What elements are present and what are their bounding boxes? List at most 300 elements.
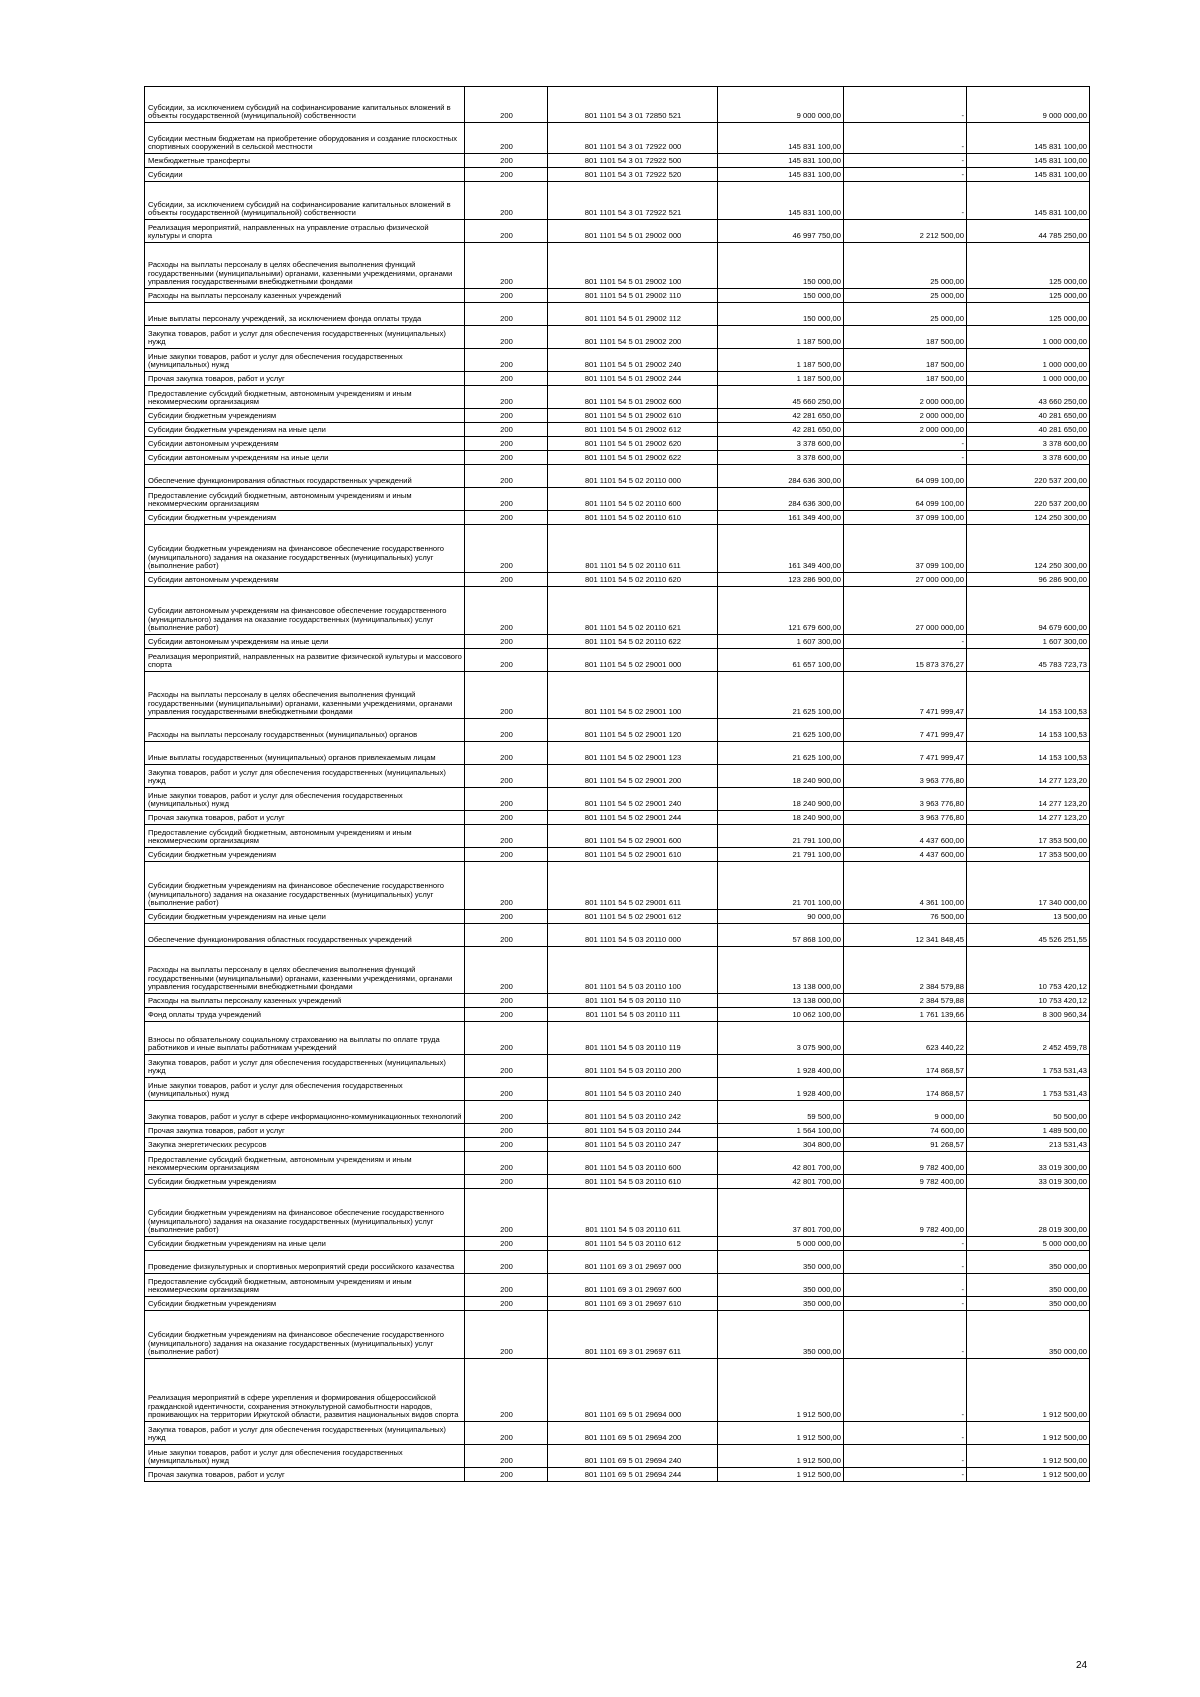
table-row xyxy=(145,372,1090,386)
row-name: Субсидии бюджетным учреждениям на финансовое обеспечение государственного (муниципального) задания на оказание государственных (муниципальных) услуг (выполнение работ) xyxy=(145,1189,465,1237)
row-approved: 9 000 000,00 xyxy=(718,87,844,123)
row-budget-classification: 801 1101 54 5 03 20110 000 xyxy=(548,924,718,947)
row-executed: 4 437 600,00 xyxy=(844,848,967,862)
row-code: 200 xyxy=(465,511,548,525)
row-code: 200 xyxy=(465,573,548,587)
row-executed: - xyxy=(844,1445,967,1468)
row-executed: 25 000,00 xyxy=(844,289,967,303)
row-approved: 42 801 700,00 xyxy=(718,1152,844,1175)
row-name: Субсидии xyxy=(145,168,465,182)
row-budget-classification: 801 1101 54 5 03 20110 247 xyxy=(548,1138,718,1152)
row-code: 200 xyxy=(465,1022,548,1055)
row-unexecuted: 1 753 531,43 xyxy=(967,1078,1090,1101)
row-code: 200 xyxy=(465,587,548,635)
budget-table-body xyxy=(145,87,1090,1482)
row-budget-classification: 801 1101 69 5 01 29694 000 xyxy=(548,1359,718,1422)
row-unexecuted: 1 912 500,00 xyxy=(967,1359,1090,1422)
row-budget-classification: 801 1101 54 5 03 20110 610 xyxy=(548,1175,718,1189)
row-code: 200 xyxy=(465,87,548,123)
row-approved: 150 000,00 xyxy=(718,303,844,326)
row-executed: 187 500,00 xyxy=(844,326,967,349)
row-budget-classification: 801 1101 54 5 01 29002 620 xyxy=(548,437,718,451)
row-approved: 1 912 500,00 xyxy=(718,1468,844,1482)
row-code: 200 xyxy=(465,303,548,326)
row-budget-classification: 801 1101 54 3 01 72850 521 xyxy=(548,87,718,123)
row-name: Субсидии бюджетным учреждениям xyxy=(145,1175,465,1189)
row-approved: 21 625 100,00 xyxy=(718,672,844,719)
row-unexecuted: 17 353 500,00 xyxy=(967,825,1090,848)
row-executed: - xyxy=(844,182,967,220)
row-code: 200 xyxy=(465,1359,548,1422)
table-row xyxy=(145,437,1090,451)
row-name: Предоставление субсидий бюджетным, автономным учреждениям и иным некоммерческим организациям xyxy=(145,1274,465,1297)
table-row xyxy=(145,811,1090,825)
row-budget-classification: 801 1101 54 5 03 20110 600 xyxy=(548,1152,718,1175)
row-code: 200 xyxy=(465,220,548,243)
row-unexecuted: 2 452 459,78 xyxy=(967,1022,1090,1055)
row-executed: - xyxy=(844,1297,967,1311)
row-name: Предоставление субсидий бюджетным, автономным учреждениям и иным некоммерческим организациям xyxy=(145,1152,465,1175)
row-budget-classification: 801 1101 69 5 01 29694 240 xyxy=(548,1445,718,1468)
row-code: 200 xyxy=(465,924,548,947)
row-executed: 64 099 100,00 xyxy=(844,465,967,488)
row-budget-classification: 801 1101 54 5 02 29001 610 xyxy=(548,848,718,862)
row-unexecuted: 145 831 100,00 xyxy=(967,123,1090,154)
row-approved: 150 000,00 xyxy=(718,289,844,303)
row-code: 200 xyxy=(465,386,548,409)
row-code: 200 xyxy=(465,168,548,182)
row-unexecuted: 124 250 300,00 xyxy=(967,511,1090,525)
row-approved: 10 062 100,00 xyxy=(718,1008,844,1022)
row-code: 200 xyxy=(465,154,548,168)
row-budget-classification: 801 1101 54 5 02 29001 600 xyxy=(548,825,718,848)
row-name: Предоставление субсидий бюджетным, автономным учреждениям и иным некоммерческим организациям xyxy=(145,386,465,409)
row-executed: 7 471 999,47 xyxy=(844,719,967,742)
row-code: 200 xyxy=(465,910,548,924)
row-budget-classification: 801 1101 54 5 02 29001 120 xyxy=(548,719,718,742)
table-row xyxy=(145,1445,1090,1468)
table-row xyxy=(145,386,1090,409)
row-name: Обеспечение функционирования областных государственных учреждений xyxy=(145,465,465,488)
row-approved: 304 800,00 xyxy=(718,1138,844,1152)
row-unexecuted: 13 500,00 xyxy=(967,910,1090,924)
row-budget-classification: 801 1101 69 3 01 29697 610 xyxy=(548,1297,718,1311)
table-row xyxy=(145,742,1090,765)
row-executed: 2 384 579,88 xyxy=(844,947,967,994)
row-unexecuted: 40 281 650,00 xyxy=(967,409,1090,423)
row-unexecuted: 14 153 100,53 xyxy=(967,719,1090,742)
row-budget-classification: 801 1101 54 5 03 20110 111 xyxy=(548,1008,718,1022)
row-unexecuted: 10 753 420,12 xyxy=(967,947,1090,994)
row-name: Предоставление субсидий бюджетным, автономным учреждениям и иным некоммерческим организациям xyxy=(145,825,465,848)
row-code: 200 xyxy=(465,525,548,573)
row-executed: 9 000,00 xyxy=(844,1101,967,1124)
row-code: 200 xyxy=(465,182,548,220)
row-executed: 9 782 400,00 xyxy=(844,1189,967,1237)
table-row xyxy=(145,1422,1090,1445)
row-code: 200 xyxy=(465,1008,548,1022)
row-executed: 9 782 400,00 xyxy=(844,1152,967,1175)
row-code: 200 xyxy=(465,811,548,825)
row-name: Расходы на выплаты персоналу казенных учреждений xyxy=(145,289,465,303)
row-approved: 21 625 100,00 xyxy=(718,719,844,742)
table-row xyxy=(145,573,1090,587)
row-unexecuted: 350 000,00 xyxy=(967,1311,1090,1359)
row-code: 200 xyxy=(465,1078,548,1101)
table-row xyxy=(145,409,1090,423)
row-budget-classification: 801 1101 54 5 02 29001 612 xyxy=(548,910,718,924)
row-budget-classification: 801 1101 69 5 01 29694 200 xyxy=(548,1422,718,1445)
table-row xyxy=(145,303,1090,326)
row-unexecuted: 3 378 600,00 xyxy=(967,451,1090,465)
row-code: 200 xyxy=(465,289,548,303)
row-unexecuted: 45 526 251,55 xyxy=(967,924,1090,947)
row-approved: 350 000,00 xyxy=(718,1297,844,1311)
row-executed: 64 099 100,00 xyxy=(844,488,967,511)
row-unexecuted: 1 912 500,00 xyxy=(967,1445,1090,1468)
row-name: Субсидии бюджетным учреждениям xyxy=(145,1297,465,1311)
row-executed: 27 000 000,00 xyxy=(844,573,967,587)
row-code: 200 xyxy=(465,1189,548,1237)
row-budget-classification: 801 1101 54 5 01 29002 600 xyxy=(548,386,718,409)
row-executed: 2 212 500,00 xyxy=(844,220,967,243)
row-code: 200 xyxy=(465,947,548,994)
row-executed: 1 761 139,66 xyxy=(844,1008,967,1022)
row-approved: 1 564 100,00 xyxy=(718,1124,844,1138)
row-approved: 121 679 600,00 xyxy=(718,587,844,635)
row-executed: 15 873 376,27 xyxy=(844,649,967,672)
row-name: Прочая закупка товаров, работ и услуг xyxy=(145,811,465,825)
row-executed: 2 384 579,88 xyxy=(844,994,967,1008)
row-unexecuted: 45 783 723,73 xyxy=(967,649,1090,672)
row-executed: 12 341 848,45 xyxy=(844,924,967,947)
row-approved: 13 138 000,00 xyxy=(718,947,844,994)
row-unexecuted: 50 500,00 xyxy=(967,1101,1090,1124)
row-unexecuted: 43 660 250,00 xyxy=(967,386,1090,409)
row-code: 200 xyxy=(465,409,548,423)
row-name: Реализация мероприятий, направленных на развитие физической культуры и массового спорта xyxy=(145,649,465,672)
row-code: 200 xyxy=(465,672,548,719)
row-budget-classification: 801 1101 54 5 02 20110 622 xyxy=(548,635,718,649)
row-name: Субсидии автономным учреждениям xyxy=(145,573,465,587)
table-row xyxy=(145,168,1090,182)
row-code: 200 xyxy=(465,719,548,742)
row-approved: 21 791 100,00 xyxy=(718,825,844,848)
row-approved: 90 000,00 xyxy=(718,910,844,924)
row-budget-classification: 801 1101 54 5 03 20110 119 xyxy=(548,1022,718,1055)
row-code: 200 xyxy=(465,1138,548,1152)
row-executed: - xyxy=(844,123,967,154)
row-executed: 37 099 100,00 xyxy=(844,511,967,525)
row-code: 200 xyxy=(465,1152,548,1175)
table-row xyxy=(145,451,1090,465)
row-name: Закупка энергетических ресурсов xyxy=(145,1138,465,1152)
row-code: 200 xyxy=(465,372,548,386)
table-row xyxy=(145,1078,1090,1101)
row-name: Закупка товаров, работ и услуг для обеспечения государственных (муниципальных) нужд xyxy=(145,765,465,788)
row-approved: 1 912 500,00 xyxy=(718,1422,844,1445)
page-number: 24 xyxy=(1076,1660,1088,1671)
row-approved: 3 075 900,00 xyxy=(718,1022,844,1055)
table-row xyxy=(145,154,1090,168)
row-unexecuted: 213 531,43 xyxy=(967,1138,1090,1152)
row-approved: 123 286 900,00 xyxy=(718,573,844,587)
row-code: 200 xyxy=(465,437,548,451)
row-executed: - xyxy=(844,154,967,168)
table-row xyxy=(145,349,1090,372)
row-budget-classification: 801 1101 54 5 01 29002 110 xyxy=(548,289,718,303)
row-budget-classification: 801 1101 54 3 01 72922 000 xyxy=(548,123,718,154)
row-code: 200 xyxy=(465,326,548,349)
row-budget-classification: 801 1101 54 5 03 20110 612 xyxy=(548,1237,718,1251)
row-name: Реализация мероприятий в сфере укрепления и формирования общероссийской гражданской идентичности, сохранения этнокультурной самобытности народов, проживающих на территории Иркутской области, развития национальных видов спорта xyxy=(145,1359,465,1422)
row-budget-classification: 801 1101 54 5 03 20110 110 xyxy=(548,994,718,1008)
row-executed: 187 500,00 xyxy=(844,372,967,386)
row-name: Иные закупки товаров, работ и услуг для обеспечения государственных (муниципальных) нужд xyxy=(145,788,465,811)
row-name: Взносы по обязательному социальному страхованию на выплаты по оплате труда работников и иные выплаты работникам учреждений xyxy=(145,1022,465,1055)
table-row xyxy=(145,1468,1090,1482)
row-budget-classification: 801 1101 54 5 01 29002 612 xyxy=(548,423,718,437)
row-unexecuted: 350 000,00 xyxy=(967,1251,1090,1274)
row-approved: 18 240 900,00 xyxy=(718,788,844,811)
row-code: 200 xyxy=(465,635,548,649)
row-unexecuted: 125 000,00 xyxy=(967,303,1090,326)
row-executed: 4 361 100,00 xyxy=(844,862,967,910)
row-code: 200 xyxy=(465,1101,548,1124)
row-code: 200 xyxy=(465,862,548,910)
row-budget-classification: 801 1101 54 5 02 20110 600 xyxy=(548,488,718,511)
table-row xyxy=(145,587,1090,635)
row-unexecuted: 145 831 100,00 xyxy=(967,154,1090,168)
row-unexecuted: 124 250 300,00 xyxy=(967,525,1090,573)
row-name: Иные закупки товаров, работ и услуг для обеспечения государственных (муниципальных) нужд xyxy=(145,1078,465,1101)
row-code: 200 xyxy=(465,765,548,788)
table-row xyxy=(145,511,1090,525)
row-executed: 3 963 776,80 xyxy=(844,788,967,811)
row-approved: 145 831 100,00 xyxy=(718,168,844,182)
row-unexecuted: 1 489 500,00 xyxy=(967,1124,1090,1138)
table-row xyxy=(145,1124,1090,1138)
row-unexecuted: 40 281 650,00 xyxy=(967,423,1090,437)
row-unexecuted: 145 831 100,00 xyxy=(967,168,1090,182)
row-unexecuted: 14 277 123,20 xyxy=(967,788,1090,811)
row-budget-classification: 801 1101 54 3 01 72922 500 xyxy=(548,154,718,168)
table-row xyxy=(145,924,1090,947)
row-budget-classification: 801 1101 54 5 02 29001 240 xyxy=(548,788,718,811)
row-code: 200 xyxy=(465,1175,548,1189)
row-code: 200 xyxy=(465,488,548,511)
row-unexecuted: 96 286 900,00 xyxy=(967,573,1090,587)
budget-table xyxy=(144,86,1090,1482)
table-row xyxy=(145,182,1090,220)
table-row xyxy=(145,788,1090,811)
row-budget-classification: 801 1101 54 5 02 29001 244 xyxy=(548,811,718,825)
row-unexecuted: 33 019 300,00 xyxy=(967,1175,1090,1189)
row-unexecuted: 8 300 960,34 xyxy=(967,1008,1090,1022)
table-row xyxy=(145,825,1090,848)
table-row xyxy=(145,1175,1090,1189)
row-code: 200 xyxy=(465,1055,548,1078)
table-row xyxy=(145,1138,1090,1152)
row-approved: 61 657 100,00 xyxy=(718,649,844,672)
row-budget-classification: 801 1101 54 5 02 20110 000 xyxy=(548,465,718,488)
row-executed: - xyxy=(844,635,967,649)
row-approved: 21 701 100,00 xyxy=(718,862,844,910)
row-budget-classification: 801 1101 54 5 03 20110 244 xyxy=(548,1124,718,1138)
row-approved: 21 625 100,00 xyxy=(718,742,844,765)
row-executed: - xyxy=(844,437,967,451)
row-name: Субсидии, за исключением субсидий на софинансирование капитальных вложений в объекты государственной (муниципальной) собственности xyxy=(145,87,465,123)
row-budget-classification: 801 1101 54 5 01 29002 112 xyxy=(548,303,718,326)
row-executed: 7 471 999,47 xyxy=(844,742,967,765)
row-executed: - xyxy=(844,1422,967,1445)
row-budget-classification: 801 1101 69 3 01 29697 000 xyxy=(548,1251,718,1274)
row-executed: 25 000,00 xyxy=(844,243,967,289)
table-row xyxy=(145,994,1090,1008)
row-name: Субсидии бюджетным учреждениям на финансовое обеспечение государственного (муниципального) задания на оказание государственных (муниципальных) услуг (выполнение работ) xyxy=(145,525,465,573)
row-name: Закупка товаров, работ и услуг для обеспечения государственных (муниципальных) нужд xyxy=(145,326,465,349)
row-unexecuted: 17 340 000,00 xyxy=(967,862,1090,910)
row-approved: 3 378 600,00 xyxy=(718,437,844,451)
table-row xyxy=(145,862,1090,910)
table-row xyxy=(145,220,1090,243)
table-row xyxy=(145,1359,1090,1422)
row-code: 200 xyxy=(465,1124,548,1138)
table-row xyxy=(145,289,1090,303)
row-name: Закупка товаров, работ и услуг в сфере информационно-коммуникационных технологий xyxy=(145,1101,465,1124)
row-executed: 91 268,57 xyxy=(844,1138,967,1152)
row-code: 200 xyxy=(465,423,548,437)
row-name: Расходы на выплаты персоналу в целях обеспечения выполнения функций государственными (муниципальными) органами, казенными учреждениями, органами управления государственными внебюджетными фондами xyxy=(145,243,465,289)
row-approved: 1 928 400,00 xyxy=(718,1055,844,1078)
row-name: Расходы на выплаты персоналу в целях обеспечения выполнения функций государственными (муниципальными) органами, казенными учреждениями, органами управления государственными внебюджетными фондами xyxy=(145,947,465,994)
row-code: 200 xyxy=(465,349,548,372)
row-unexecuted: 17 353 500,00 xyxy=(967,848,1090,862)
row-name: Обеспечение функционирования областных государственных учреждений xyxy=(145,924,465,947)
row-unexecuted: 9 000 000,00 xyxy=(967,87,1090,123)
table-row xyxy=(145,765,1090,788)
row-name: Субсидии бюджетным учреждениям на финансовое обеспечение государственного (муниципального) задания на оказание государственных (муниципальных) услуг (выполнение работ) xyxy=(145,862,465,910)
row-name: Реализация мероприятий, направленных на управление отраслью физической культуры и спорта xyxy=(145,220,465,243)
row-approved: 18 240 900,00 xyxy=(718,765,844,788)
row-unexecuted: 1 000 000,00 xyxy=(967,349,1090,372)
row-approved: 145 831 100,00 xyxy=(718,154,844,168)
table-row xyxy=(145,1274,1090,1297)
row-executed: 74 600,00 xyxy=(844,1124,967,1138)
row-executed: - xyxy=(844,1274,967,1297)
row-name: Закупка товаров, работ и услуг для обеспечения государственных (муниципальных) нужд xyxy=(145,1055,465,1078)
table-row xyxy=(145,1297,1090,1311)
table-row xyxy=(145,123,1090,154)
row-name: Субсидии автономным учреждениям на иные цели xyxy=(145,635,465,649)
row-budget-classification: 801 1101 54 5 01 29002 240 xyxy=(548,349,718,372)
table-row xyxy=(145,488,1090,511)
row-executed: - xyxy=(844,168,967,182)
row-code: 200 xyxy=(465,1311,548,1359)
row-code: 200 xyxy=(465,465,548,488)
table-row xyxy=(145,649,1090,672)
row-executed: - xyxy=(844,1311,967,1359)
row-budget-classification: 801 1101 54 5 02 29001 000 xyxy=(548,649,718,672)
row-budget-classification: 801 1101 54 5 03 20110 200 xyxy=(548,1055,718,1078)
table-row xyxy=(145,1189,1090,1237)
row-budget-classification: 801 1101 54 5 02 29001 200 xyxy=(548,765,718,788)
row-executed: 623 440,22 xyxy=(844,1022,967,1055)
row-approved: 1 928 400,00 xyxy=(718,1078,844,1101)
row-approved: 350 000,00 xyxy=(718,1274,844,1297)
row-unexecuted: 1 912 500,00 xyxy=(967,1468,1090,1482)
row-unexecuted: 1 607 300,00 xyxy=(967,635,1090,649)
row-name: Субсидии бюджетным учреждениям на иные цели xyxy=(145,910,465,924)
row-approved: 1 187 500,00 xyxy=(718,326,844,349)
row-unexecuted: 14 277 123,20 xyxy=(967,765,1090,788)
table-row xyxy=(145,719,1090,742)
row-name: Фонд оплаты труда учреждений xyxy=(145,1008,465,1022)
row-unexecuted: 5 000 000,00 xyxy=(967,1237,1090,1251)
row-name: Расходы на выплаты персоналу государственных (муниципальных) органов xyxy=(145,719,465,742)
row-approved: 13 138 000,00 xyxy=(718,994,844,1008)
row-code: 200 xyxy=(465,243,548,289)
row-executed: 76 500,00 xyxy=(844,910,967,924)
table-row xyxy=(145,1237,1090,1251)
row-budget-classification: 801 1101 54 5 01 29002 244 xyxy=(548,372,718,386)
row-executed: - xyxy=(844,1359,967,1422)
row-approved: 350 000,00 xyxy=(718,1251,844,1274)
row-executed: 2 000 000,00 xyxy=(844,409,967,423)
row-unexecuted: 350 000,00 xyxy=(967,1297,1090,1311)
row-code: 200 xyxy=(465,649,548,672)
row-executed: - xyxy=(844,87,967,123)
table-row xyxy=(145,635,1090,649)
row-approved: 42 281 650,00 xyxy=(718,423,844,437)
row-code: 200 xyxy=(465,1237,548,1251)
row-unexecuted: 10 753 420,12 xyxy=(967,994,1090,1008)
row-name: Субсидии, за исключением субсидий на софинансирование капитальных вложений в объекты государственной (муниципальной) собственности xyxy=(145,182,465,220)
row-code: 200 xyxy=(465,1297,548,1311)
row-unexecuted: 28 019 300,00 xyxy=(967,1189,1090,1237)
row-approved: 5 000 000,00 xyxy=(718,1237,844,1251)
table-row xyxy=(145,1022,1090,1055)
row-executed: 2 000 000,00 xyxy=(844,423,967,437)
table-row xyxy=(145,326,1090,349)
row-unexecuted: 1 912 500,00 xyxy=(967,1422,1090,1445)
row-unexecuted: 1 000 000,00 xyxy=(967,372,1090,386)
table-row xyxy=(145,423,1090,437)
table-row xyxy=(145,848,1090,862)
row-approved: 150 000,00 xyxy=(718,243,844,289)
table-row xyxy=(145,465,1090,488)
table-row xyxy=(145,87,1090,123)
table-row xyxy=(145,947,1090,994)
row-code: 200 xyxy=(465,123,548,154)
row-approved: 284 636 300,00 xyxy=(718,465,844,488)
row-approved: 284 636 300,00 xyxy=(718,488,844,511)
row-name: Иные закупки товаров, работ и услуг для обеспечения государственных (муниципальных) нужд xyxy=(145,1445,465,1468)
row-approved: 1 912 500,00 xyxy=(718,1359,844,1422)
table-row xyxy=(145,1311,1090,1359)
row-approved: 59 500,00 xyxy=(718,1101,844,1124)
row-name: Закупка товаров, работ и услуг для обеспечения государственных (муниципальных) нужд xyxy=(145,1422,465,1445)
row-code: 200 xyxy=(465,825,548,848)
row-budget-classification: 801 1101 69 3 01 29697 611 xyxy=(548,1311,718,1359)
row-unexecuted: 33 019 300,00 xyxy=(967,1152,1090,1175)
row-unexecuted: 350 000,00 xyxy=(967,1274,1090,1297)
row-code: 200 xyxy=(465,742,548,765)
row-name: Проведение физкультурных и спортивных мероприятий среди российского казачества xyxy=(145,1251,465,1274)
row-budget-classification: 801 1101 54 5 02 29001 123 xyxy=(548,742,718,765)
row-budget-classification: 801 1101 54 5 01 29002 200 xyxy=(548,326,718,349)
row-name: Субсидии бюджетным учреждениям на иные цели xyxy=(145,423,465,437)
